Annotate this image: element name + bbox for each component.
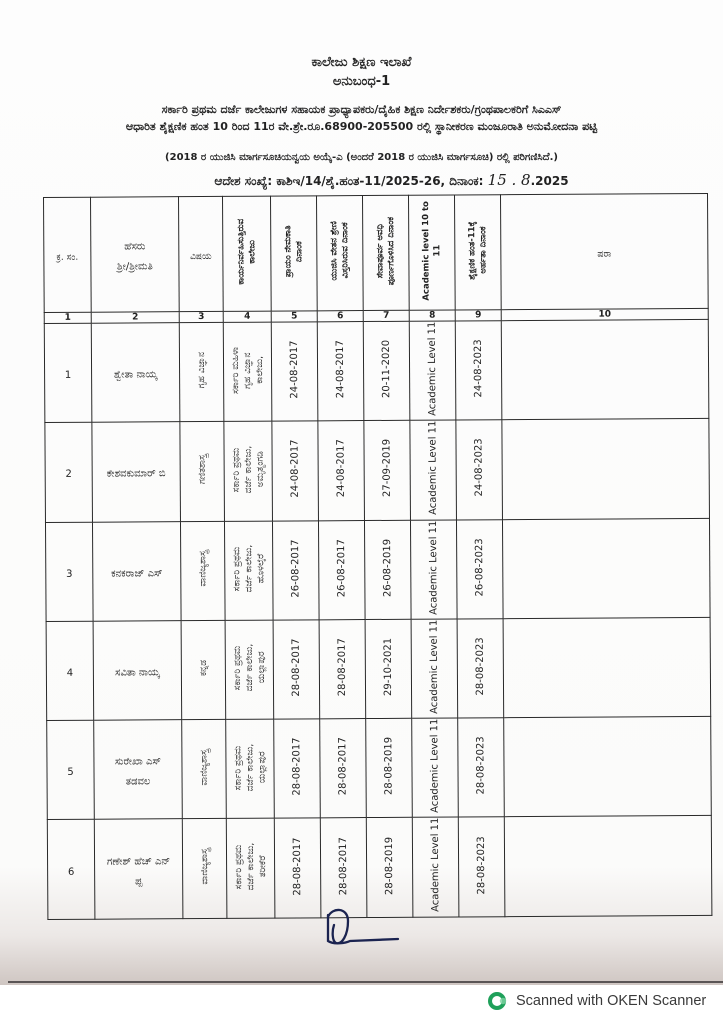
cell-service-completion-date-text: 29-10-2021 bbox=[382, 637, 394, 697]
cell-academic-level bbox=[412, 817, 459, 917]
cell-subject bbox=[180, 521, 225, 621]
cell-sl-text: 6 bbox=[67, 866, 75, 878]
table-row bbox=[45, 419, 710, 522]
oken-scanner-logo-icon bbox=[488, 991, 508, 1011]
header-name: ಹೆಸರು ಶ್ರೀ/ಶ್ರೀಮತಿ bbox=[91, 197, 180, 313]
cell-college bbox=[224, 421, 273, 521]
cell-service-completion-date-text: 27-09-2019 bbox=[380, 439, 393, 498]
cell-academic-level bbox=[410, 420, 457, 520]
table-row bbox=[44, 319, 709, 422]
table-row bbox=[47, 717, 712, 820]
cell-ugc-scale-date-text: 28-08-2017 bbox=[337, 836, 349, 895]
cell-remarks bbox=[501, 319, 709, 420]
cell-academic-level-text: Academic Level 11 bbox=[429, 818, 441, 913]
cell-eligibility-date-text: 26-08-2023 bbox=[473, 537, 485, 597]
header-academic-level: Academic level 10 to 11 bbox=[408, 195, 455, 310]
cell-eligibility-date bbox=[457, 619, 504, 719]
cell-eligibility-date-text: 28-08-2023 bbox=[474, 637, 486, 696]
cell-ugc-scale-date bbox=[318, 520, 365, 620]
cell-sl-text: 5 bbox=[67, 767, 74, 779]
cell-subject bbox=[180, 422, 225, 522]
cell-subject bbox=[182, 720, 227, 820]
header-subject: ವಿಷಯ bbox=[179, 196, 224, 311]
cell-subject-text: ವಾಣಿಜ್ಯಶಾಸ್ತ್ರ bbox=[198, 749, 210, 786]
cell-college-text: ಸರ್ಕಾರಿ ಪ್ರಥಮ ದರ್ಜೆ ಕಾಲೇಜು, ಯಲ್ಲಾಪುರ bbox=[232, 743, 268, 791]
header-eligibility-date: ಶೈಕ್ಷಣಿಕ ಹಂತ-11ಕ್ಕೆ ಅರ್ಹತಾ ದಿನಾಂಕ bbox=[454, 195, 501, 310]
cell-ugc-scale-date-text: 28-08-2017 bbox=[336, 737, 349, 796]
table-row bbox=[46, 617, 711, 720]
cell-ugc-scale-date bbox=[320, 719, 367, 819]
column-number: 6 bbox=[317, 311, 363, 322]
order-year: .2025 bbox=[530, 174, 569, 188]
page-edge bbox=[8, 981, 723, 983]
cell-eligibility-date-text: 28-08-2023 bbox=[474, 736, 487, 795]
cell-college-text: ಸರ್ಕಾರಿ ಮಹಿಳಾ ಗೃಹ ವಿಜ್ಞಾನ ಕಾಲೇಜು, bbox=[230, 346, 265, 394]
cell-sl bbox=[47, 820, 95, 920]
column-number: 1 bbox=[44, 312, 91, 323]
cell-name-text: ಕೇಶವಕುಮಾರ್ ಬಿ bbox=[106, 468, 166, 481]
cell-sl bbox=[44, 323, 92, 423]
order-number-line bbox=[30, 171, 723, 189]
approval-table bbox=[43, 193, 712, 920]
cell-academic-level bbox=[411, 619, 458, 719]
cell-remarks bbox=[504, 816, 712, 917]
cell-subject-text: ವಾಣಿಜ್ಯಶಾಸ್ತ್ರ bbox=[199, 848, 210, 885]
cell-sl-text: 2 bbox=[65, 469, 72, 481]
cell-appointment-date-text: 26-08-2017 bbox=[289, 539, 301, 598]
column-number: 10 bbox=[501, 308, 708, 320]
cell-eligibility-date bbox=[456, 420, 503, 520]
cell-subject-text: ಕನ್ನಡ bbox=[198, 660, 209, 677]
cell-appointment-date bbox=[274, 818, 321, 918]
cell-ugc-scale-date-text: 26-08-2017 bbox=[335, 538, 347, 598]
department-title: ಕಾಲೇಜು ಶಿಕ್ಷಣ ಇಲಾಖೆ bbox=[311, 55, 412, 70]
cell-appointment-date-text: 24-08-2017 bbox=[288, 439, 301, 499]
cell-subject bbox=[179, 322, 224, 422]
scanner-watermark bbox=[488, 990, 706, 1012]
cell-sl-text: 3 bbox=[66, 568, 73, 580]
cell-remarks bbox=[502, 419, 710, 520]
cell-academic-level bbox=[412, 718, 459, 818]
order-number: ಆದೇಶ ಸಂಖ್ಯೆ: ಕಾಶಿಇ/14/ಶೈ.ಹಂತ-11/2025-26, ದಿನಾಂಕ: bbox=[214, 174, 488, 188]
cell-subject-text: ಗಣಿತಶಾಸ್ತ್ರ bbox=[197, 454, 208, 485]
subject-line-1: ಸರ್ಕಾರಿ ಪ್ರಥಮ ದರ್ಜೆ ಕಾಲೇಜುಗಳ ಸಹಾಯಕ ಪ್ರಾಧ್ಯಾಪಕರು/ದೈಹಿಕ ಶಿಕ್ಷಣ ನಿರ್ದೇಶಕರು/ಗ್ರಂಥಪಾಲಕರಿಗೆ ಸಿಎಎಸ್ bbox=[161, 103, 562, 116]
cell-sl bbox=[46, 621, 94, 721]
cell-academic-level-text: Academic Level 11 bbox=[428, 718, 441, 814]
signature-mark bbox=[322, 905, 402, 950]
cell-service-completion-date bbox=[366, 718, 413, 818]
cell-appointment-date bbox=[272, 520, 319, 620]
cell-name bbox=[92, 521, 181, 621]
cell-name bbox=[92, 422, 181, 522]
cell-academic-level bbox=[410, 520, 457, 620]
cell-subject bbox=[182, 819, 227, 919]
cell-appointment-date bbox=[273, 620, 320, 720]
cell-remarks bbox=[504, 717, 712, 818]
cell-name bbox=[94, 819, 183, 919]
cell-subject bbox=[181, 620, 226, 720]
guideline-note: (2018 ರ ಯುಜಿಸಿ ಮಾರ್ಗಸೂಚಿಯನ್ವಯ ಅಯ್ಕೆ-ಎ (ಅಂದರೆ 2018 ರ ಯುಜಿಸಿ ಮಾರ್ಗಸೂಚಿ) ರಲ್ಲಿ ಪರಿಗಣಿಸಿದೆ.) bbox=[165, 152, 558, 163]
cell-sl-text: 4 bbox=[66, 667, 74, 679]
table-row bbox=[45, 518, 710, 621]
cell-remarks bbox=[502, 518, 710, 619]
cell-sl bbox=[45, 423, 93, 523]
cell-service-completion-date bbox=[366, 818, 413, 918]
column-number: 8 bbox=[409, 310, 455, 321]
scanner-label: Scanned with OKEN Scanner bbox=[516, 993, 707, 1009]
column-number: 3 bbox=[179, 311, 223, 322]
cell-appointment-date-text: 24-08-2017 bbox=[288, 340, 300, 399]
column-number: 5 bbox=[271, 311, 317, 322]
cell-appointment-date bbox=[272, 421, 319, 521]
column-number: 4 bbox=[223, 311, 271, 322]
header-appointment-date: ಪ್ರಾಯಂ ನೇಮಕಾತಿ ದಿನಾಂಕ bbox=[270, 196, 317, 311]
cell-college-text: ಸರ್ಕಾರಿ ಪ್ರಥಮ ದರ್ಜೆ ಕಾಲೇಜು, ಅಮೃತ್ಮಂಗಡಿ bbox=[231, 445, 266, 493]
cell-appointment-date-text: 28-08-2017 bbox=[291, 836, 303, 896]
cell-appointment-date-text: 28-08-2017 bbox=[290, 638, 302, 697]
subject-line-2: ಆಧಾರಿತ ಶೈಕ್ಷಣಿಕ ಹಂತ 10 ರಿಂದ 11ರ ವೇ.ಶ್ರೇ.ರೂ.68900-205500 ರಲ್ಲಿ ಸ್ಥಾನೀಕರಣ ಮಂಜೂರಾತಿ ಅನುಮೋದನಾ ಪಟ್ಟಿ bbox=[125, 120, 598, 133]
cell-subject-text: ವಾಣಿಜ್ಯಶಾಸ್ತ್ರ bbox=[197, 550, 208, 588]
cell-eligibility-date-text: 24-08-2023 bbox=[472, 339, 484, 398]
cell-sl bbox=[45, 522, 93, 622]
cell-name bbox=[93, 621, 182, 721]
cell-eligibility-date bbox=[458, 718, 505, 818]
annexure-title: ಅನುಬಂಧ-1 bbox=[332, 74, 391, 89]
cell-service-completion-date-text: 28-08-2019 bbox=[382, 737, 395, 796]
cell-name bbox=[91, 323, 180, 423]
cell-academic-level-text: Academic Level 11 bbox=[426, 420, 439, 516]
cell-appointment-date-text: 28-08-2017 bbox=[290, 737, 303, 796]
cell-appointment-date bbox=[271, 322, 318, 422]
cell-college bbox=[226, 819, 275, 919]
cell-remarks bbox=[503, 617, 711, 718]
cell-college bbox=[226, 719, 275, 819]
header-remarks: ಷರಾ bbox=[500, 193, 708, 309]
cell-name-text: ಶ್ವೇತಾ ನಾಯ್ಕ bbox=[113, 369, 158, 381]
table-row bbox=[47, 816, 712, 919]
cell-ugc-scale-date bbox=[320, 818, 367, 918]
cell-service-completion-date bbox=[363, 321, 410, 421]
cell-ugc-scale-date bbox=[319, 619, 366, 719]
column-number: 9 bbox=[455, 310, 501, 321]
cell-name-text: ಸವಿತಾ ನಾಯ್ಕ bbox=[115, 667, 160, 679]
header-service-completion-date: ಸೇವಾಪೂರ್ವ ಅವಧಿ ಪೂರ್ಣಗೊಳಿಸಿದ ದಿನಾಂಕ bbox=[362, 195, 409, 310]
cell-eligibility-date bbox=[455, 321, 502, 421]
cell-service-completion-date bbox=[364, 421, 411, 521]
cell-academic-level-text: Academic Level 11 bbox=[428, 619, 440, 714]
cell-ugc-scale-date-text: 28-08-2017 bbox=[336, 638, 348, 697]
cell-sl-text: 1 bbox=[64, 369, 72, 382]
cell-service-completion-date-text: 28-08-2019 bbox=[383, 836, 395, 895]
cell-appointment-date bbox=[274, 719, 321, 819]
header-college: ಕಾರ್ಯನಿರ್ವಹಿಸುತ್ತಿರುವ ಕಾಲೇಜು bbox=[222, 196, 271, 311]
header-sl-no: ಕ್ರ. ಸಂ. bbox=[44, 197, 92, 312]
cell-academic-level bbox=[409, 321, 456, 421]
cell-service-completion-date bbox=[365, 619, 412, 719]
cell-name-text: ಕನಕರಾಜ್ ಎಸ್ bbox=[111, 568, 163, 580]
cell-college-text: ಸರ್ಕಾರಿ ಪ್ರಥಮ ದರ್ಜೆ ಕಾಲೇಜು, ತರೀಕೆರೆ bbox=[233, 842, 268, 891]
cell-sl bbox=[47, 720, 95, 820]
cell-subject-text: ಗೃಹ ವಿಜ್ಞಾನ bbox=[196, 351, 207, 389]
cell-name bbox=[94, 720, 183, 820]
cell-ugc-scale-date bbox=[317, 322, 364, 422]
cell-academic-level-text: Academic Level 11 bbox=[426, 321, 438, 416]
cell-ugc-scale-date-text: 24-08-2017 bbox=[334, 439, 347, 498]
cell-eligibility-date-text: 28-08-2023 bbox=[475, 835, 487, 895]
cell-college bbox=[223, 322, 272, 422]
cell-eligibility-date-text: 24-08-2023 bbox=[472, 438, 485, 497]
cell-service-completion-date bbox=[364, 520, 411, 620]
cell-college bbox=[225, 620, 274, 720]
table-header-row bbox=[44, 193, 709, 312]
handwritten-date: 15 . 8 bbox=[487, 171, 531, 189]
cell-eligibility-date bbox=[458, 817, 505, 917]
cell-eligibility-date bbox=[456, 519, 503, 619]
cell-ugc-scale-date-text: 24-08-2017 bbox=[334, 340, 346, 399]
cell-college-text: ಸರ್ಕಾರಿ ಪ್ರಥಮ ದರ್ಜೆ ಕಾಲೇಜು, ಯಲ್ಲಾಪುರ bbox=[232, 643, 267, 692]
cell-academic-level-text: Academic Level 11 bbox=[427, 520, 440, 615]
cell-service-completion-date-text: 20-11-2020 bbox=[380, 339, 392, 399]
cell-name-text: ಗಣೇಶ್ ಹೆಚ್ ಎನ್ ಪ್ಪ bbox=[106, 855, 171, 888]
cell-college bbox=[224, 521, 273, 621]
cell-name-text: ಸುರೇಖಾ ಎಸ್ ತಡವಲ bbox=[114, 756, 162, 788]
cell-college-text: ಸರ್ಕಾರಿ ಪ್ರಥಮ ದರ್ಜೆ ಕಾಲೇಜು, ಹೊಳಲ್ಕೆರೆ bbox=[231, 544, 266, 593]
column-number: 2 bbox=[91, 312, 179, 324]
cell-service-completion-date-text: 26-08-2019 bbox=[381, 538, 393, 597]
column-number: 7 bbox=[363, 310, 409, 321]
cell-ugc-scale-date bbox=[318, 421, 365, 521]
header-ugc-scale-date: ಯುಜಿಸಿ ವೇತನ ಶ್ರೇಣಿ ವಿಸ್ತರಿಸಿರುವ ದಿನಾಂಕ bbox=[316, 196, 363, 311]
